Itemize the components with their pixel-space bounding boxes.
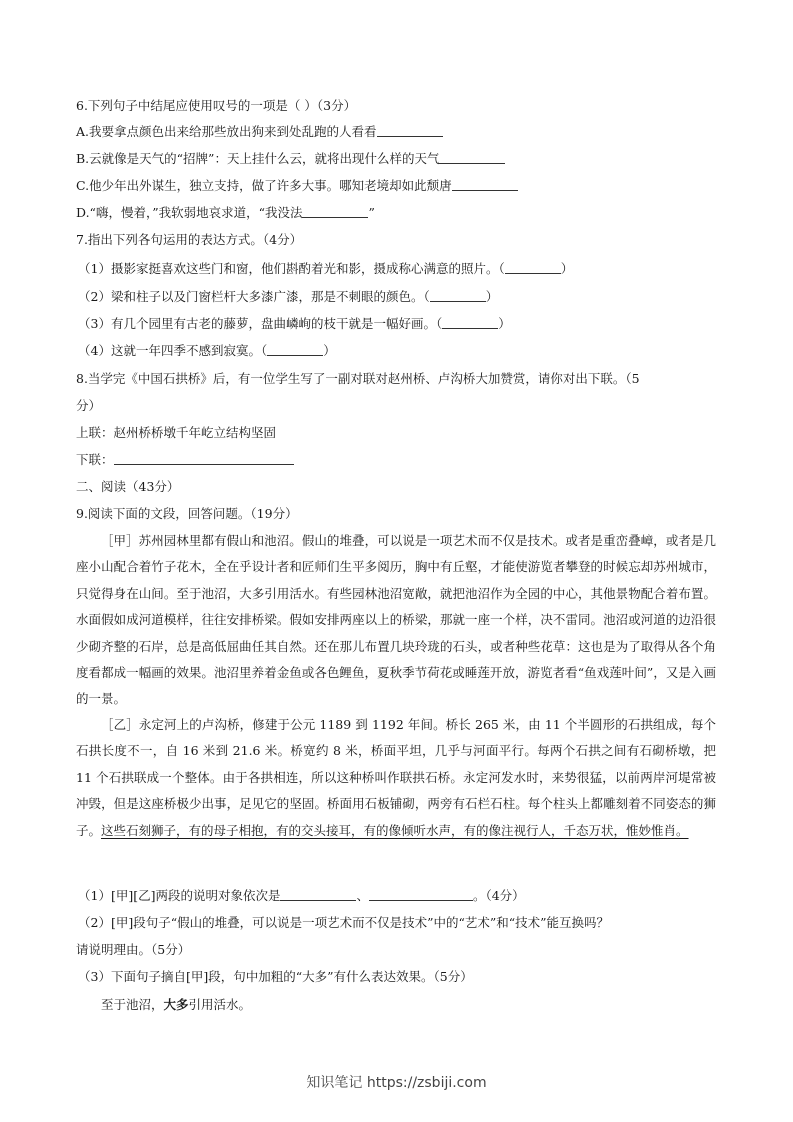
q6-option-c: C.他少年出外谋生，独立支持，做了许多大事。哪知老境却如此颓唐 [76, 178, 518, 194]
answer-blank[interactable] [369, 888, 473, 901]
q7-stem: 7.指出下列各句运用的表达方式。（4分） [76, 232, 303, 247]
q9-sub-1: （1）[甲][乙]两段的说明对象依次是 、 。（4分） [78, 888, 525, 903]
answer-blank[interactable] [377, 124, 443, 137]
answer-blank[interactable] [505, 261, 561, 274]
answer-blank[interactable] [114, 452, 294, 465]
answer-blank[interactable] [439, 151, 505, 164]
q8-stem-cont: 分） [76, 398, 102, 413]
answer-blank[interactable] [452, 178, 518, 191]
q9-sub-2: （2）[甲]段句子“假山的堆叠，可以说是一项艺术而不仅是技术”中的“艺术”和“技术”能互换吗？ [78, 915, 610, 930]
q7-item-3: （3）有几个园里有古老的藤萝，盘曲嶙峋的枝干就是一幅好画。（ ） [78, 316, 511, 331]
underlined-sentence: 这些石刻狮子，有的母子相抱，有的交头接耳，有的像倾听水声，有的像注视行人，千态万状，惟妙惟肖。 [101, 822, 689, 838]
answer-blank[interactable] [430, 289, 486, 302]
q9-sub-3: （3）下面句子摘自[甲]段，句中加粗的“大多”有什么表达效果。（5分） [78, 969, 473, 984]
q8-upper-couplet: 上联：赵州桥桥墩千年屹立结构坚固 [76, 425, 277, 440]
q6-stem: 6.下列句子中结尾应使用叹号的一项是（ ）（3分） [76, 98, 357, 113]
q8-stem: 8.当学完《中国石拱桥》后，有一位学生写了一副对联对赵州桥、卢沟桥大加赞赏，请你对出下联。（5 [76, 371, 640, 386]
passage-jia: ［甲］苏州园林里都有假山和池沼。假山的堆叠，可以说是一项艺术而不仅是技术。或者是重峦叠嶂，或者是几座小山配合着竹子花木，全在乎设计者和匠师们生平多阅历，胸中有丘壑，才能使游览者攀登的时候忘却苏州城市，只觉得身在山间。至于池沼，大多引用活水。有些园林池沼宽敞，就把池沼作为全园的中心，其他景物配合着布置。水面假如成河道模样，往往安排桥梁。假如安排两座以上的桥梁，那就一座一个样，决不雷同。池沼或河道的边沿很少砌齐整的石岸，总是高低屈曲任其自然。还在那儿布置几块玲珑的石头，或者种些花草：这也是为了取得从各个角度看都成一幅画的效果。池沼里养着金鱼或各色鲤鱼，夏秋季节荷花或睡莲开放，游览者看“鱼戏莲叶间”，又是入画的一景。 [76, 533, 716, 707]
answer-blank[interactable] [302, 205, 368, 218]
q6-option-b: B.云就像是天气的“招牌”：天上挂什么云，就将出现什么样的天气 [76, 151, 505, 167]
q7-item-2: （2）梁和柱子以及门窗栏杆大多漆广漆，那是不刺眼的颜色。（ ） [78, 289, 499, 304]
footer-watermark: 知识笔记 https://zsbiji.com [306, 1075, 487, 1091]
q9-stem: 9.阅读下面的文段，回答问题。（19分） [76, 506, 298, 521]
answer-blank[interactable] [280, 888, 356, 901]
bold-word: 大多 [163, 997, 189, 1012]
q8-lower-couplet: 下联： [76, 452, 294, 468]
q9-sub-2-cont: 请说明理由。（5分） [76, 942, 191, 957]
q6-option-a: A.我要拿点颜色出来给那些放出狗来到处乱跑的人看看 [76, 124, 443, 140]
q7-item-4: （4）这就一年四季不感到寂寞。（ ） [78, 343, 336, 358]
passage-yi: ［乙］永定河上的卢沟桥，修建于公元 1189 到 1192 年间。桥长 265 米，由 11 个半圆形的石拱组成，每个石拱长度不一，自 16 米到 21.6 米。桥宽约 8 米，桥面平坦，几乎与河面平行。每两个石拱之间有石砌桥墩，把 11 个石拱联成一个整体。由于各拱相连，所以这种桥叫作联拱石桥。永定河发水时，来势很猛，以前两岸河堤常被冲毁，但是这座桥极少出事，足见它的坚固。桥面用石板铺砌，两旁有石栏石柱。每个柱头上都雕刻着不同姿态的狮子。这些石刻狮子，有的母子相抱，有的交头接耳，有的像倾听水声，有的像注视行人，千态万状，惟妙惟肖。 [76, 717, 716, 838]
answer-blank[interactable] [267, 343, 323, 356]
q6-option-d: D.“嗨，慢着，”我软弱地哀求道，“我没法 ” [76, 205, 375, 220]
q9-sub-3-quote: 至于池沼，大多引用活水。 [101, 997, 252, 1012]
q7-item-1: （1）摄影家挺喜欢这些门和窗，他们斟酌着光和影，摄成称心满意的照片。（ ） [78, 261, 574, 276]
answer-blank[interactable] [442, 316, 498, 329]
section-heading: 二、阅读（43分） [76, 479, 180, 494]
